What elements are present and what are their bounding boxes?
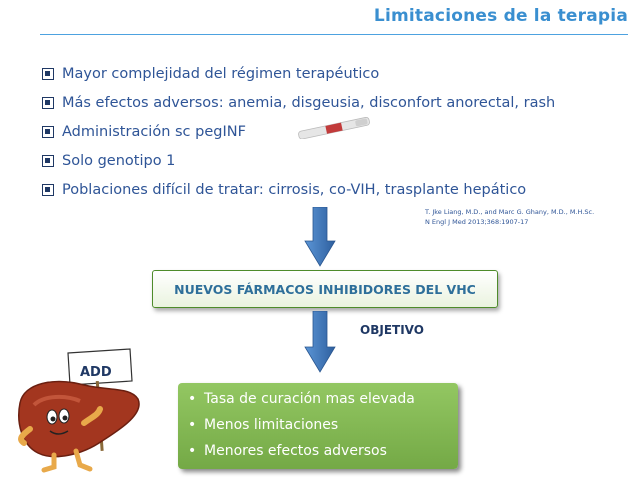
- list-item: Mayor complejidad del régimen terapéutico: [62, 64, 555, 93]
- checkbox-bullet-icon: [42, 126, 54, 138]
- list-item: Administración sc pegINF: [62, 122, 555, 151]
- liver-mascot-illustration: [14, 343, 146, 473]
- down-arrow-icon: [304, 207, 336, 267]
- citation: T. Jke Liang, M.D., and Marc G. Ghany, M.D., M.H.Sc. N Engl J Med 2013;368:1907-17: [425, 208, 595, 226]
- svg-text:ADD: ADD: [80, 365, 112, 380]
- title-divider: [40, 34, 628, 35]
- checkbox-bullet-icon: [42, 68, 54, 80]
- down-arrow-icon: [304, 311, 336, 373]
- checkbox-bullet-icon: [42, 97, 54, 109]
- list-item: Solo genotipo 1: [62, 151, 555, 180]
- slide-title: Limitaciones de la terapia: [373, 6, 628, 26]
- syringe-pen-icon: [296, 117, 374, 139]
- checkbox-bullet-icon: [42, 184, 54, 196]
- new-drugs-box: NUEVOS FÁRMACOS INHIBIDORES DEL VHC: [152, 270, 498, 308]
- goals-box: [178, 383, 458, 469]
- checkbox-bullet-icon: [42, 155, 54, 167]
- list-item: • Menores efectos adversos: [188, 443, 387, 459]
- objective-label: OBJETIVO: [360, 323, 424, 337]
- list-item: Más efectos adversos: anemia, disgeusia, disconfort anorectal, rash: [62, 93, 555, 122]
- list-item: • Menos limitaciones: [188, 417, 339, 433]
- list-item: • Tasa de curación mas elevada: [188, 391, 415, 407]
- list-item: Poblaciones difícil de tratar: cirrosis, co-VIH, trasplante hepático: [62, 180, 555, 209]
